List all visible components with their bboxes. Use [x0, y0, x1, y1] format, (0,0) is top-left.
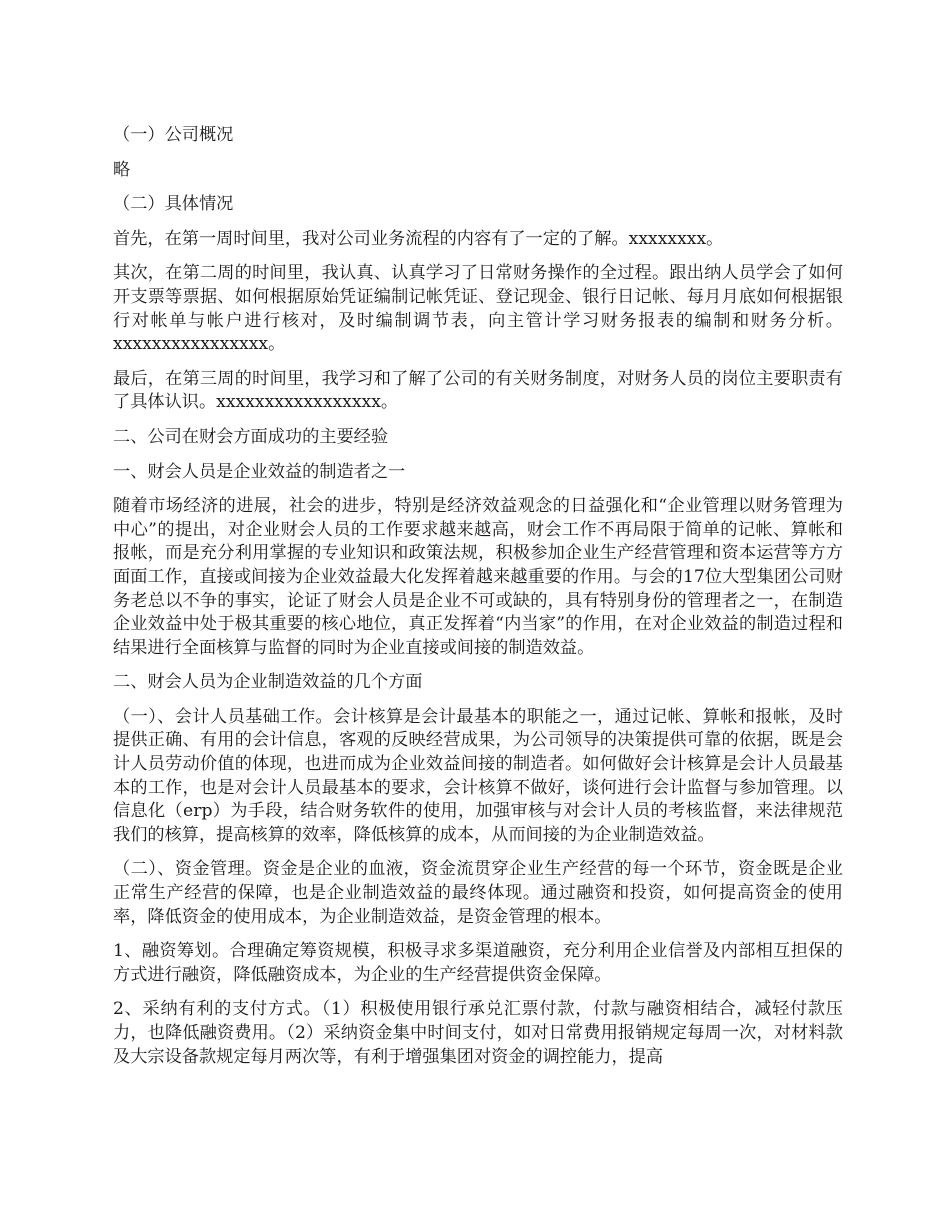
section-heading-specific-situation: （二）具体情况 [113, 194, 234, 215]
paragraph-payment-methods: 2、采纳有利的支付方式。（1）积极使用银行承兑汇票付款，付款与融资相结合，减轻付款压力，也降低融资费用。（2）采纳资金集中时间支付，如对日常费用报销规定每周一次，对材料款及大宗设备款规定每月两次等，有利于增强集团对资金的调控能力，提高 [113, 999, 843, 1067]
section-heading-main-experience: 二、公司在财会方面成功的主要经验 [113, 426, 389, 447]
paragraph-week-two: 其次，在第二周的时间里，我认真、认真学习了日常财务操作的全过程。跟出纳人员学会了如何开支票等票据、如何根据原始凭证编制记帐凭证、登记现金、银行日记帐、每月月底如何根据银行对帐单与帐户进行核对，及时编制调节表，向主管计学习财务报表的编制和财务分析。xxxxxxxxxxxxxxxx。 [113, 263, 843, 355]
paragraph-week-three: 最后，在第三周的时间里，我学习和了解了公司的有关财务制度，对财务人员的岗位主要职责有了具体认识。xxxxxxxxxxxxxxxxx。 [113, 368, 843, 413]
paragraph-financing-plan: 1、融资筹划。合理确定筹资规模，积极寻求多渠道融资，充分利用企业信誉及内部相互担保的方式进行融资，降低融资成本，为企业的生产经营提供资金保障。 [113, 941, 843, 985]
section-heading-company-overview: （一）公司概况 [113, 125, 234, 145]
document-page [113, 124, 843, 1080]
paragraph-market-economy: 随着市场经济的进展，社会的进步，特别是经济效益观念的日益强化和“企业管理以财务管理为中心”的提出，对企业财会人员的工作要求越来越高，财会工作不再局限于简单的记帐、算帐和报帐，而是充分利用掌握的专业知识和政策法规，积极参加企业生产经营管理和资本运营等方方面面工作，直接或间接为企业效益最大化发挥着越来越重要的作用。与会的17位大型集团公司财务老总以不争的事实，论证了财会人员是企业不可或缺的，具有特别身份的管理者之一，在制造企业效益中处于极其重要的核心地位，真正发挥着“内当家”的作用，在对企业效益的制造过程和结果进行全面核算与监督的同时为企业直接或间接的制造效益。 [113, 496, 843, 658]
paragraph-basic-accounting: （一）、会计人员基础工作。会计核算是会计最基本的职能之一，通过记帐、算帐和报帐，及时提供正确、有用的会计信息，客观的反映经营成果，为公司领导的决策提供可靠的依据，既是会计人员劳动价值的体现，也进而成为企业效益间接的制造者。如何做好会计核算是会计人员最基本的工作，也是对会计人员最基本的要求，会计核算不做好，谈何进行会计监督与参加管理。以信息化（erp）为手段，结合财务软件的使用，加强审核与对会计人员的考核监督，来法律规范我们的核算，提高核算的效率，降低核算的成本，从而间接的为企业制造效益。 [113, 706, 843, 845]
section-heading-value-aspects: 二、财会人员为企业制造效益的几个方面 [113, 672, 423, 693]
section-heading-value-creators: 一、财会人员是企业效益的制造者之一 [113, 461, 406, 482]
paragraph-week-one: 首先，在第一周时间里，我对公司业务流程的内容有了一定的了解。xxxxxxxx。 [113, 228, 724, 249]
paragraph-omitted: 略 [113, 159, 131, 180]
paragraph-fund-management: （二）、资金管理。资金是企业的血液，资金流贯穿企业生产经营的每一个环节，资金既是企业正常生产经营的保障，也是企业制造效益的最终体现。通过融资和投资，如何提高资金的使用率，降低资金的使用成本，为企业制造效益，是资金管理的根本。 [113, 859, 843, 927]
